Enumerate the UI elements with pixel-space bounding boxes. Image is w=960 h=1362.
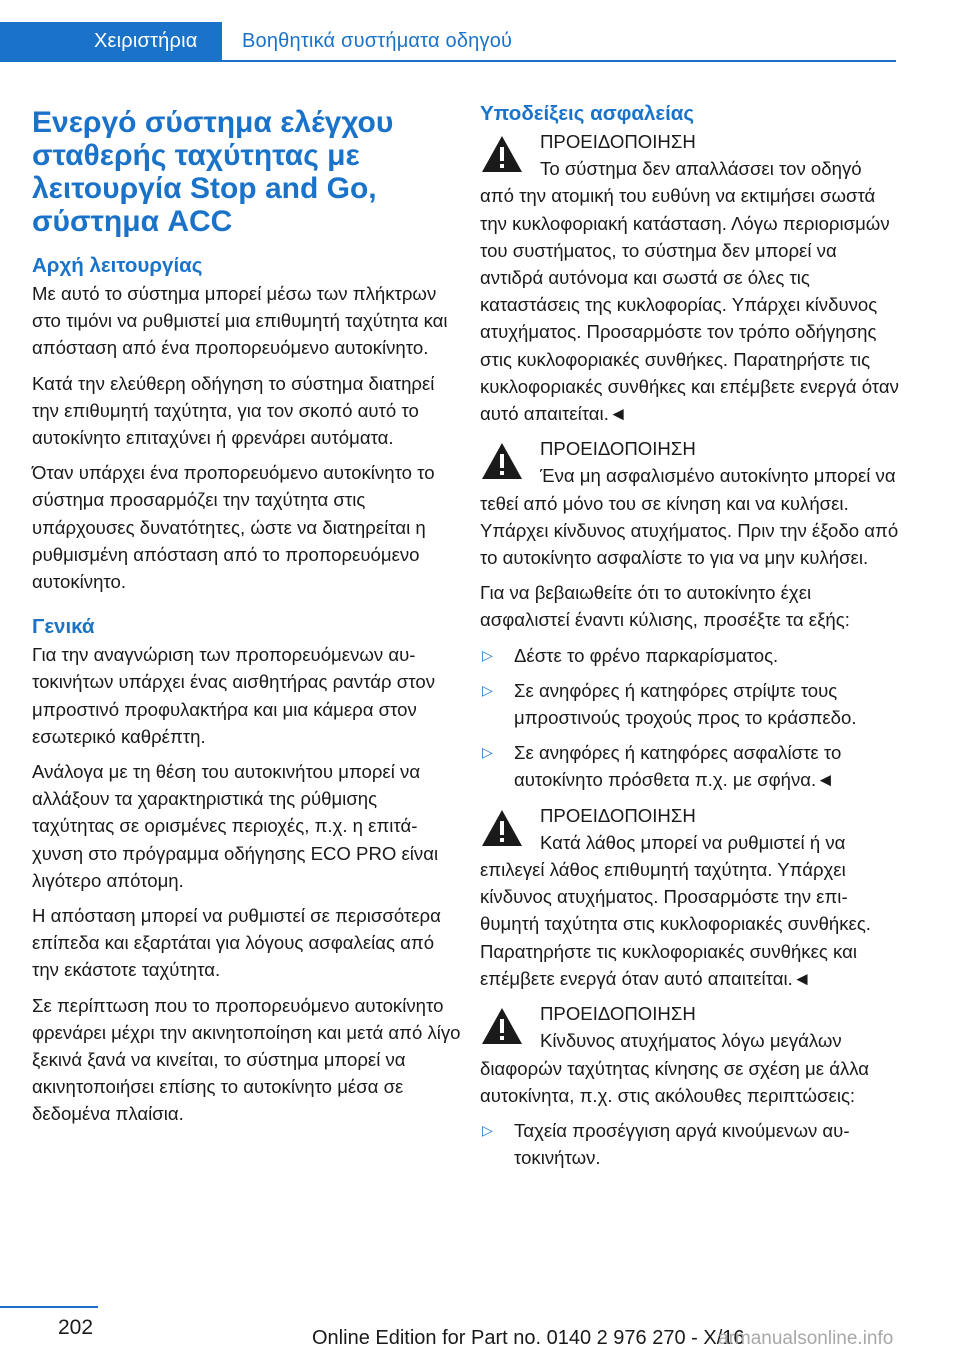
paragraph: Όταν υπάρχει ένα προπορευόμενο αυτοκίνητο το σύστημα προσαρμόζει την ταχύτητα στις υπάρχουσες δυνατότητες, ώστε να διατηρείται η ρυθμισμένη απόσταση από το προπορευόμενο αυτοκίνητο. bbox=[32, 462, 435, 593]
warning-block bbox=[480, 128, 900, 427]
paragraph: Για να βεβαιωθείτε ότι το αυτοκίνητο έχει ασφαλιστεί έναντι κύλισης, προσέξτε τα εξής: bbox=[480, 582, 850, 631]
page-header bbox=[0, 0, 896, 62]
watermark: armanualsonline.info bbox=[718, 1328, 894, 1349]
warning-triangle-icon bbox=[480, 441, 524, 481]
list-item-text: Σε ανηφόρες ή κατηφόρες στρίψτε τους μπροστινούς τροχούς προς το κράσπεδο. bbox=[514, 679, 857, 729]
paragraph: Κατά την ελεύθερη οδήγηση το σύστημα διατηρεί την επιθυμητή ταχύτητα, για τον σκοπό αυτό το αυτοκίνητο επιταχύνει ή φρενάρει αυτόματα. bbox=[32, 372, 435, 449]
list-item bbox=[480, 642, 900, 669]
header-rule bbox=[222, 60, 896, 62]
edition-note: Online Edition for Part no. 0140 2 976 270 - X/16 bbox=[312, 1327, 745, 1349]
heading-safety: Υποδείξεις ασφαλείας bbox=[480, 102, 695, 125]
warning-title: ΠΡΟΕΙΔΟΠΟΙΗΣΗ bbox=[540, 438, 696, 460]
warning-block bbox=[480, 1000, 900, 1109]
warning-title: ΠΡΟΕΙΔΟΠΟΙΗΣΗ bbox=[540, 804, 696, 826]
warning-triangle-icon bbox=[480, 808, 524, 848]
warning-title: ΠΡΟΕΙΔΟΠΟΙΗΣΗ bbox=[540, 1003, 696, 1025]
paragraph: Η απόσταση μπορεί να ρυθμιστεί σε περισσότερα επίπεδα και εξαρτάται για λόγους ασφαλείας από την εκάστοτε ταχύτητα. bbox=[32, 905, 441, 981]
warning-text: Το σύστημα δεν απαλλάσσει τον οδηγό από την ατομική του ευθύνη να εκτιμήσει σωστά την κυκλοφοριακή κατάσταση. Λόγω περιορισμών του συστήματος, το σύστημα δεν μπορεί να αντιδρά αυτόνομα και σωστά σε όλες τις καταστάσεις της κυκλοφορίας. Υπάρχει κίνδυνος ατυχήματος. Προσαρμόστε τον τρόπο οδήγησης στις κυκλοφοριακές συνθήκες. Παρατηρήστε τις κυκλοφοριακές συνθήκες και επέμβετε ενεργά όταν αυτό απαιτείται.◄ bbox=[480, 158, 899, 425]
footer-rule bbox=[0, 1306, 98, 1308]
warning-title: ΠΡΟΕΙΔΟΠΟΙΗΣΗ bbox=[540, 131, 696, 152]
triangle-bullet-icon: ▷ bbox=[482, 744, 493, 761]
warning-triangle-icon bbox=[480, 134, 524, 174]
paragraph: Για την αναγνώριση των προπορευόμενων αυτοκινήτων υπάρχει ένας αισθητήρας ραντάρ στον μπροστινό προφυλακτήρα και μια κάμερα στον εσωτερικό καθρέπτη. bbox=[32, 644, 435, 747]
triangle-bullet-icon: ▷ bbox=[482, 1121, 493, 1138]
heading-general: Γενικά bbox=[32, 615, 95, 639]
warning-block bbox=[480, 802, 900, 992]
warning-text: Κατά λάθος μπορεί να ρυθμιστεί ή να επιλεγεί λάθος επιθυμητή ταχύτητα. Υπάρχει κίνδυνος ατυχήματος. Προσαρμόστε την επιθυμητή ταχύτητα στις κυκλοφοριακές συνθήκες. Παρατηρήστε τις κυκλοφοριακές συνθήκες και επέμβετε ενεργά όταν αυτό απαιτείται.◄ bbox=[480, 831, 871, 989]
warning-text: Ένα μη ασφαλισμένο αυτοκίνητο μπορεί να τεθεί από μόνο του σε κίνηση και να κυλήσει. Υπάρχει κίνδυνος ατυχήματος. Πριν την έξοδο από το αυτοκίνητο ασφαλίστε το για να μην κυλήσει. bbox=[480, 465, 899, 569]
page-title: Ενεργό σύστημα ελέγχου σταθερής ταχύτητας με λειτουργία Stop and Go, σύστημα ACC bbox=[32, 106, 394, 238]
warning-text: Κίνδυνος ατυχήματος λόγω μεγάλων διαφορών ταχύτητας κίνησης σε σχέση με άλλα αυτοκίνητα, π.χ. στις ακόλουθες περιπτώσεις: bbox=[480, 1030, 870, 1106]
chapter-tab-label: Χειριστήρια bbox=[94, 30, 198, 52]
paragraph: Με αυτό το σύστημα μπορεί μέσω των πλήκτρων στο τιμόνι να ρυθμιστεί μια επιθυμητή ταχύτητα και απόσταση από ένα προπορευόμενο αυτοκίνητο. bbox=[32, 283, 448, 359]
left-column bbox=[32, 100, 462, 1136]
list-item-text: Σε ανηφόρες ή κατηφόρες ασφαλίστε το αυτοκίνητο πρόσθετα π.χ. με σφήνα.◄ bbox=[514, 742, 842, 791]
section-title: Βοηθητικά συστήματα οδηγού bbox=[242, 30, 513, 52]
paragraph: Ανάλογα με τη θέση του αυτοκινήτου μπορεί να αλλάξουν τα χαρακτηριστικά της ρύθμισης ταχύτητας σε ορισμένες περιοχές, π.χ. η επιτάχυνση στο πρόγραμμα οδήγησης ECO PRO είναι λιγότερο απότομη. bbox=[32, 761, 439, 891]
page-number: 202 bbox=[58, 1316, 94, 1339]
right-column bbox=[480, 100, 900, 1179]
triangle-bullet-icon: ▷ bbox=[482, 681, 493, 698]
paragraph: Σε περίπτωση που το προπορευόμενο αυτοκίνητο φρενάρει μέχρι την ακινητοποίηση και μετά από λίγο ξεκινά ξανά να κινείται, το σύστημα μπορεί να ακινητοποιήσει επίσης το αυτοκίνητο μέσα σε δεδομένα πλαίσια. bbox=[32, 994, 461, 1125]
warning-triangle-icon bbox=[480, 1006, 524, 1046]
list-item-text: Δέστε το φρένο παρκαρίσματος. bbox=[514, 644, 779, 666]
list-item bbox=[480, 739, 900, 793]
triangle-bullet-icon: ▷ bbox=[482, 646, 493, 663]
list-item bbox=[480, 1117, 900, 1171]
heading-principle: Αρχή λειτουργίας bbox=[32, 254, 203, 277]
list-item-text: Ταχεία προσέγγιση αργά κινούμενων αυτοκινήτων. bbox=[514, 1119, 850, 1169]
warning-block bbox=[480, 435, 900, 571]
list-item bbox=[480, 677, 900, 731]
